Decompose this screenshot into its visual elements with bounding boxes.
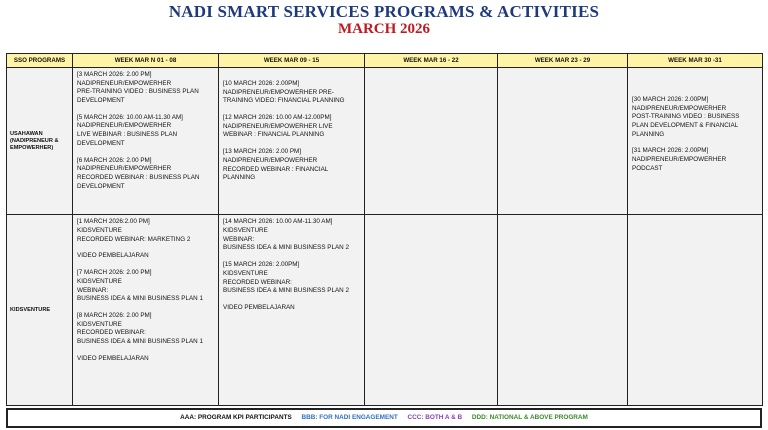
schedule-entry: [5 MARCH 2026: 10.00 AM-11.30 AM] NADIPRENEUR/EMPOWERHER LIVE WEBINAR : BUSINESS PLAN DEVELOPMENT [77, 113, 183, 147]
table-cell [628, 215, 763, 406]
schedule-entry: [6 MARCH 2026: 2.00 PM] NADIPRENEUR/EMPOWERHER RECORDED WEBINAR : BUSINESS PLAN DEVELOPMENT [77, 156, 200, 190]
schedule-entry: [15 MARCH 2026: 2.00PM] KIDSVENTURE RECORDED WEBINAR: BUSINESS IDEA & MINI BUSINESS PLAN 2 [223, 261, 349, 295]
row-label: KIDSVENTURE [7, 215, 73, 406]
schedule-entry: VIDEO PEMBELAJARAN [77, 252, 149, 260]
table-cell [498, 68, 628, 215]
schedule-entry: [30 MARCH 2026: 2.00PM] NADIPRENEUR/EMPOWERHER POST-TRAINING VIDEO : BUSINESS PLAN DEVELOPMENT & FINANCIAL PLANNING [632, 96, 740, 138]
column-header-week-4: WEEK MAR 23 - 29 [498, 54, 628, 68]
schedule-entry: [7 MARCH 2026: 2.00 PM] KIDSVENTURE WEBINAR: BUSINESS IDEA & MINI BUSINESS PLAN 1 [77, 269, 203, 303]
column-header-programs: SSO PROGRAMS [7, 54, 73, 68]
table-cell [219, 215, 365, 406]
schedule-table [6, 53, 763, 406]
table-row [7, 68, 763, 215]
row-label: USAHAWAN (NADIPRENEUR & EMPOWERHER) [7, 68, 73, 215]
legend-footer [6, 408, 762, 428]
schedule-entry: [10 MARCH 2026: 2.00PM] NADIPRENEUR/EMPOWERHER PRE- TRAINING VIDEO: FINANCIAL PLANNING [223, 80, 345, 105]
table-header-row [7, 54, 763, 68]
schedule-entry: [14 MARCH 2026: 10.00 AM-11.30 AM] KIDSVENTURE WEBINAR: BUSINESS IDEA & MINI BUSINESS PLAN 2 [223, 218, 349, 252]
legend-bbb: BBB: FOR NADI ENGAGEMENT [301, 414, 398, 421]
schedule-entry: [1 MARCH 2026:2.00 PM] KIDSVENTURE RECORDED WEBINAR: MARKETING 2 [77, 218, 191, 243]
table-cell [365, 215, 498, 406]
column-header-week-3: WEEK MAR 16 - 22 [365, 54, 498, 68]
table-cell [73, 215, 219, 406]
page-subtitle: MARCH 2026 [337, 21, 431, 37]
table-cell [73, 68, 219, 215]
table-cell [219, 68, 365, 215]
column-header-week-1: WEEK MAR N 01 - 08 [73, 54, 219, 68]
table-cell [628, 68, 763, 215]
schedule-entry: [31 MARCH 2026: 2.00PM] NADIPRENEUR/EMPOWERHER PODCAST [632, 147, 727, 172]
legend-ccc: CCC: BOTH A & B [407, 414, 463, 421]
legend-ddd: DDD: NATIONAL & ABOVE PROGRAM [471, 414, 588, 421]
table-row [7, 215, 763, 406]
legend-aaa: AAA: PROGRAM KPI PARTICIPANTS [180, 414, 292, 421]
schedule-entry: [12 MARCH 2026: 10.00 AM-12.00PM] NADIPRENEUR/EMPOWERHER LIVE WEBINAR : FINANCIAL PLANNING [223, 114, 333, 139]
schedule-entry: VIDEO PEMBELAJARAN [223, 303, 295, 311]
schedule-entry: VIDEO PEMBELAJARAN [77, 354, 149, 362]
page-title: NADI SMART SERVICES PROGRAMS & ACTIVITIES [168, 2, 600, 21]
column-header-week-2: WEEK MAR 09 - 15 [219, 54, 365, 68]
schedule-entry: [3 MARCH 2026: 2.00 PM] NADIPRENEUR/EMPOWERHER PRE-TRAINING VIDEO : BUSINESS PLAN DEVELOPMENT [77, 71, 199, 105]
schedule-entry: [13 MARCH 2026: 2.00 PM] NADIPRENEUR/EMPOWERHER RECORDED WEBINAR : FINANCIAL PLANNING [223, 148, 329, 182]
table-cell [365, 68, 498, 215]
table-cell [498, 215, 628, 406]
column-header-week-5: WEEK MAR 30 -31 [628, 54, 763, 68]
schedule-entry: [8 MARCH 2026: 2.00 PM] KIDSVENTURE RECORDED WEBINAR: BUSINESS IDEA & MINI BUSINESS PLAN 1 [77, 311, 203, 345]
